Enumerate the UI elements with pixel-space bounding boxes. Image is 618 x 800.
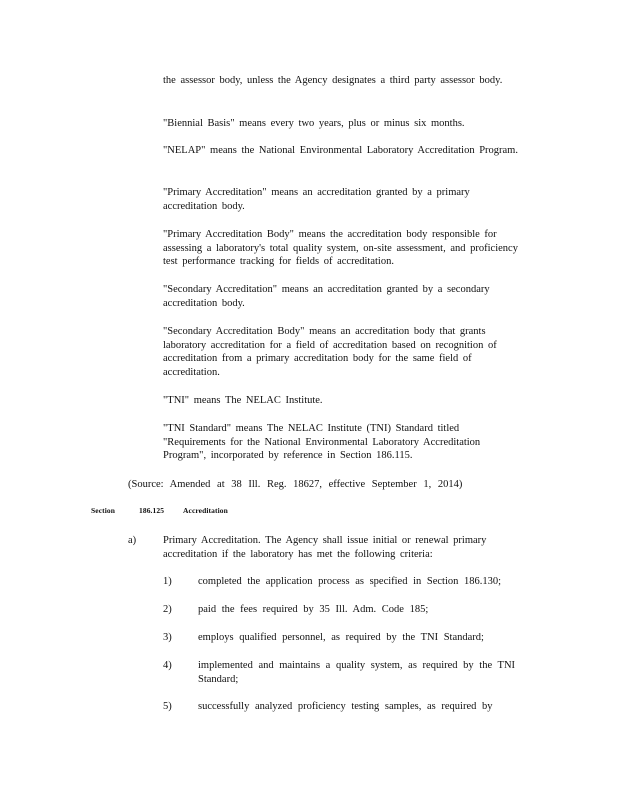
section-label: Section [91, 506, 116, 515]
definition-tni-standard: "TNI Standard" means The NELAC Institute (TNI) Standard titled "Requirements for the National Environmental Laboratory Accreditation Program", incorporated by reference in Section 186.115. [163, 423, 481, 461]
definition-primary-accreditation-body: "Primary Accreditation Body" means the accreditation body responsible for assessing a laboratory's total quality system, on-site assessment, and proficiency test performance tracking for fields of accreditation. [163, 229, 518, 267]
criterion-1-number: 1) [163, 576, 172, 587]
subsection-a-label: a) [128, 535, 137, 546]
criterion-4-number: 4) [163, 660, 172, 671]
definition-tni: "TNI" means The NELAC Institute. [163, 395, 323, 406]
criterion-5-text: successfully analyzed proficiency testing samples, as required by [198, 701, 493, 712]
source-note: (Source: Amended at 38 Ill. Reg. 18627, effective September 1, 2014) [128, 479, 463, 490]
criterion-1-text: completed the application process as specified in Section 186.130; [198, 576, 502, 587]
section-number: 186.125 [139, 506, 165, 515]
definition-nelap: "NELAP" means the National Environmental Laboratory Accreditation Program. [163, 145, 518, 156]
definition-secondary-accreditation: "Secondary Accreditation" means an accreditation granted by a secondary accreditation body. [163, 284, 490, 309]
definition-biennial-basis: "Biennial Basis" means every two years, plus or minus six months. [163, 118, 465, 129]
section-heading [91, 506, 228, 515]
criterion-5-number: 5) [163, 701, 172, 712]
criterion-4-text: implemented and maintains a quality system, as required by the TNI Standard; [198, 660, 516, 685]
criterion-3-number: 3) [163, 632, 172, 643]
definition-primary-accreditation: "Primary Accreditation" means an accreditation granted by a primary accreditation body. [163, 187, 470, 212]
definition-secondary-accreditation-body: "Secondary Accreditation Body" means an accreditation body that grants laboratory accreditation for a field of accreditation based on recognition of accreditation from a primary accreditation body for the same field of accreditation. [163, 326, 497, 378]
subsection-a-text: Primary Accreditation. The Agency shall issue initial or renewal primary accreditation if the laboratory has met the following criteria: [163, 535, 487, 560]
criterion-3-text: employs qualified personnel, as required by the TNI Standard; [198, 632, 484, 643]
criterion-2-text: paid the fees required by 35 Ill. Adm. Code 185; [198, 604, 429, 615]
definition-assessor-body-continued: the assessor body, unless the Agency designates a third party assessor body. [163, 75, 503, 86]
section-title: Accreditation [183, 506, 228, 515]
criterion-2-number: 2) [163, 604, 172, 615]
